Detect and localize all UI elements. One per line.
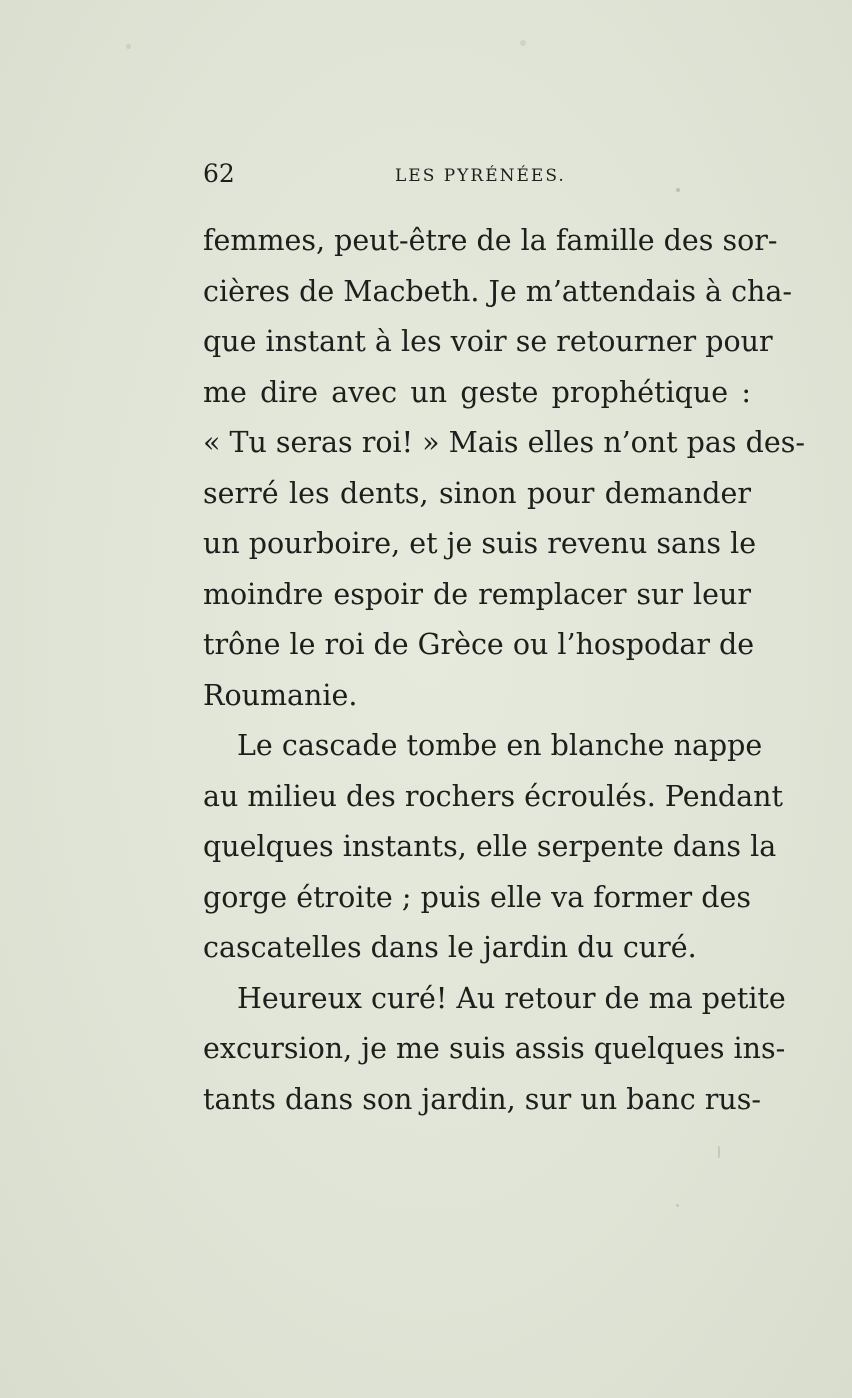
body-text xyxy=(203,216,805,1125)
text-line: au milieu des rochers écroulés. Pendant xyxy=(203,779,783,813)
paper-speck xyxy=(718,1146,720,1158)
text-line: Heureux curé! Au retour de ma petite xyxy=(237,981,786,1015)
text-line: cières de Macbeth. Je m’attendais à cha- xyxy=(203,274,793,308)
text-line: cascatelles dans le jardin du curé. xyxy=(203,931,697,964)
text-line: Roumanie. xyxy=(203,678,358,712)
text-line: un pourboire, et je suis revenu sans le xyxy=(203,527,757,560)
paper-speck xyxy=(520,40,526,46)
text-line: Le cascade tombe en blanche nappe xyxy=(237,729,763,762)
paper-speck xyxy=(676,188,680,192)
page-number: 62 xyxy=(203,159,235,188)
page-header xyxy=(203,156,763,192)
running-title: LES PYRÉNÉES. xyxy=(395,166,566,186)
text-line: moindre espoir de remplacer sur leur xyxy=(203,577,751,611)
text-line: excursion, je me suis assis quelques ins- xyxy=(203,1032,786,1065)
text-line: me dire avec un geste prophétique : xyxy=(203,375,751,409)
text-line: « Tu seras roi! » Mais elles n’ont pas des- xyxy=(203,426,805,459)
paper-speck xyxy=(676,1204,679,1207)
text-line: gorge étroite ; puis elle va former des xyxy=(203,880,751,914)
text-line: quelques instants, elle serpente dans la xyxy=(203,830,777,863)
text-line: serré les dents, sinon pour demander xyxy=(203,476,751,510)
text-line: femmes, peut-être de la famille des sor- xyxy=(203,224,778,257)
text-line: tants dans son jardin, sur un banc rus- xyxy=(203,1082,761,1116)
paper-speck xyxy=(126,44,131,49)
text-line: que instant à les voir se retourner pour xyxy=(203,325,773,358)
text-line: trône le roi de Grèce ou l’hospodar de xyxy=(203,628,755,661)
